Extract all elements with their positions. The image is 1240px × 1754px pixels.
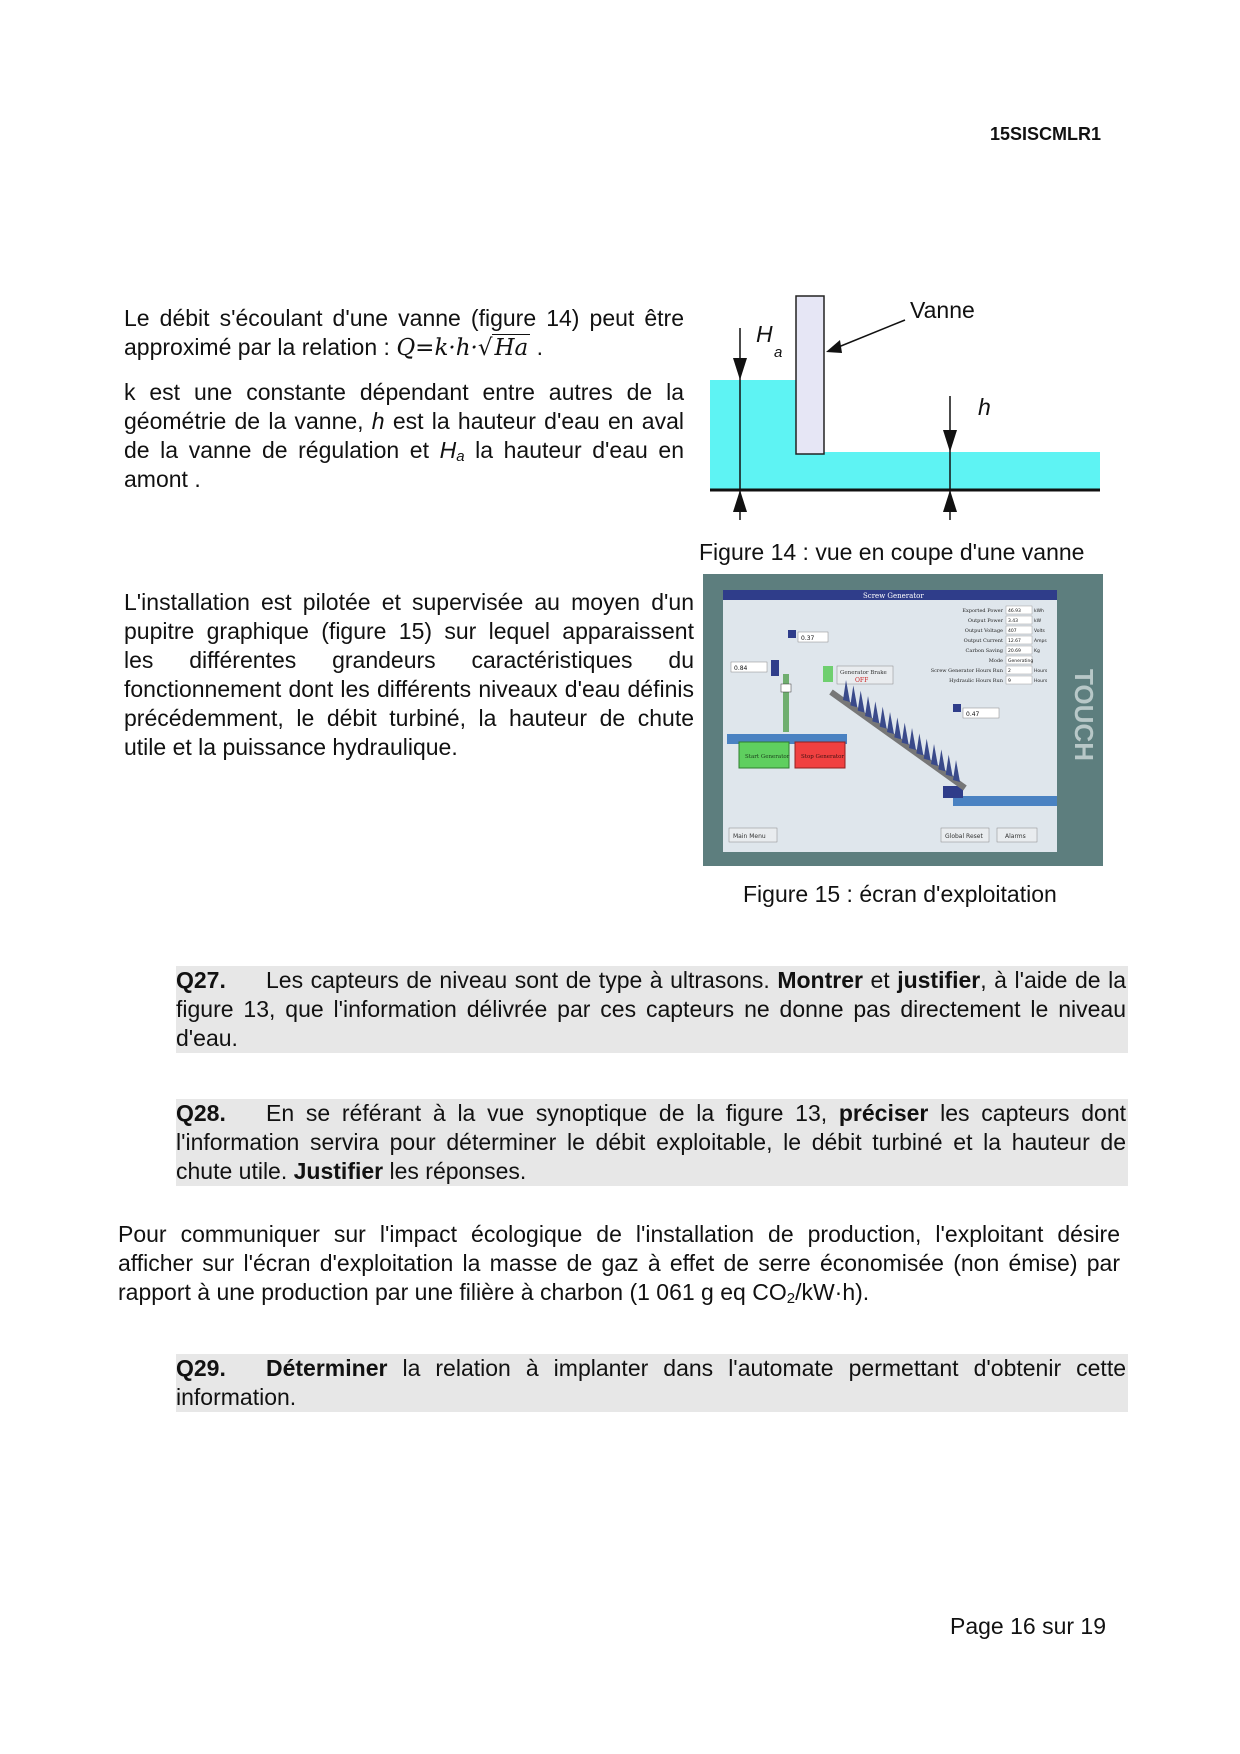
figure-14-gate-diagram	[700, 290, 1120, 540]
def-text-b: est la hauteur d'eau en aval de la vanne de régulation et	[124, 408, 684, 463]
param-unit: Volts	[1034, 629, 1045, 634]
vanne-label: Vanne	[910, 297, 975, 323]
def-Ha-sub: a	[456, 448, 465, 465]
q28-text-a: En se référant à la vue synoptique de la figure 13,	[266, 1100, 839, 1126]
flow-relation-paragraph	[124, 304, 684, 363]
q27-text-a: Les capteurs de niveau sont de type à ultrasons.	[266, 967, 778, 993]
param-label: Screw Generator Hours Run	[930, 668, 1003, 674]
bezel-side-text: TOUCH	[1069, 669, 1099, 761]
figure-15-operator-screen	[703, 574, 1103, 866]
gate	[796, 296, 824, 454]
q28-text-c: les réponses.	[383, 1158, 527, 1184]
param-unit: kW	[1034, 619, 1042, 624]
h-indicator-right	[953, 704, 961, 712]
vanne-leader-line	[836, 320, 905, 348]
brake-indicator	[823, 666, 833, 682]
param-value: 46.93	[1008, 609, 1021, 614]
formula-radicand: Ha	[494, 335, 529, 361]
question-number: Q29.	[176, 1355, 226, 1381]
param-value: 9	[1008, 679, 1011, 684]
h-label: h	[978, 394, 991, 420]
h-indicator-top	[788, 630, 796, 638]
start-generator-label: Start Generator	[745, 754, 790, 760]
param-value: 2	[1008, 669, 1011, 674]
param-label: Output Current	[963, 638, 1003, 644]
q28-text-b: les capteurs dont l'information servira pour déterminer le débit exploitable, le débit turbiné et la hauteur de chute utile.	[176, 1100, 1126, 1184]
param-label: Exported Power	[962, 608, 1003, 614]
figure-14-caption: Figure 14 : vue en coupe d'une vanne	[699, 539, 1085, 565]
q27-text-c: , à l'aide de la figure 13, que l'information délivrée par ces capteurs ne donne pas directement le niveau d'eau.	[176, 967, 1126, 1051]
brake-label: Generator Brake	[840, 670, 887, 676]
param-unit: kWh	[1034, 609, 1044, 614]
param-label: Carbon Saving	[965, 648, 1003, 654]
q28-verb-justifier: Justifier	[293, 1158, 384, 1184]
flow-formula: Q=k·h·√Ha	[396, 335, 529, 361]
param-label: Output Power	[967, 618, 1003, 624]
formula-lhs: Q=k·h·	[396, 335, 478, 361]
Ha-arrow-bottom	[733, 490, 747, 512]
h-arrow-bottom	[943, 490, 957, 512]
figure-15-caption: Figure 15 : écran d'exploitation	[743, 881, 1057, 907]
co2-subscript: 2	[786, 1290, 796, 1307]
ghg-text-a: Pour communiquer sur l'impact écologique de l'installation de production, l'exploitant désire afficher sur l'écran d'exploitation la masse de gaz à effet de serre économisée (non émise) par rapport à une production par une filière à charbon (1 061 g eq CO	[118, 1221, 1120, 1305]
question-number: Q28.	[176, 1100, 226, 1126]
q27-verb-justifier: justifier	[897, 967, 981, 993]
level-value-right: 0.47	[966, 711, 980, 718]
q27-text-b: et	[862, 967, 898, 993]
ghg-paragraph	[118, 1220, 1120, 1307]
param-value: 20.69	[1008, 649, 1021, 654]
def-text-a: k est une constante dépendant entre autres de la géométrie de la vanne,	[124, 379, 684, 434]
param-value: 3.43	[1008, 619, 1019, 624]
h-indicator-left	[771, 660, 779, 676]
param-label: Output Voltage	[964, 628, 1003, 634]
formula-end: .	[530, 334, 544, 360]
constant-definition-paragraph	[124, 378, 684, 494]
question-q28	[176, 1099, 1128, 1186]
param-unit: Kg	[1034, 649, 1040, 654]
q27-verb-montrer: Montrer	[777, 967, 863, 993]
def-h: h	[371, 408, 385, 434]
page-number: Page 16 sur 19	[950, 1613, 1107, 1639]
main-menu-label: Main Menu	[733, 833, 766, 840]
Ha-arrow-top	[733, 358, 747, 380]
level-sensor-post	[783, 674, 789, 732]
param-value: Generating	[1008, 659, 1034, 664]
def-Ha: H	[439, 437, 457, 463]
downstream-level-bar	[953, 796, 1057, 806]
downstream-water	[810, 452, 1100, 490]
param-value: 407	[1008, 629, 1017, 634]
document-code: 15SISCMLR1	[990, 124, 1102, 144]
Ha-label-sub: a	[774, 344, 783, 361]
ghg-text-b: /kW·h).	[795, 1279, 870, 1305]
level-sensor-head	[781, 684, 791, 692]
Ha-label: H	[756, 321, 773, 347]
param-label: Mode	[988, 658, 1003, 664]
global-reset-label: Global Reset	[945, 833, 983, 840]
level-value-top: 0.37	[801, 635, 815, 642]
alarms-label: Alarms	[1005, 833, 1026, 840]
relation-text: Le débit s'écoulant d'une vanne (figure 14) peut être approximé par la relation :	[124, 305, 684, 360]
question-number: Q27.	[176, 967, 226, 993]
q29-text-b: la relation à implanter dans l'automate permettant d'obtenir cette information.	[176, 1355, 1126, 1410]
question-q27	[176, 966, 1128, 1053]
level-value-left: 0.84	[734, 665, 748, 672]
h-arrow-top	[943, 430, 957, 452]
def-text-c: la hauteur d'eau en amont .	[124, 437, 684, 492]
vanne-leader-arrow	[826, 340, 842, 353]
param-unit: Hours	[1034, 679, 1048, 684]
param-value: 12.67	[1008, 639, 1021, 644]
param-unit: Amps	[1034, 639, 1047, 644]
brake-state: OFF	[855, 677, 869, 684]
supervision-paragraph: L'installation est pilotée et supervisée au moyen d'un pupitre graphique (figure 15) sur lequel apparaissent les différentes grandeurs caractéristiques du fonctionnement dont les différents niveaux d'eau définis précédemment, le débit turbiné, la hauteur de chute utile et la puissance hydraulique.	[124, 589, 694, 760]
param-unit: Hours	[1034, 669, 1048, 674]
param-label: Hydraulic Hours Run	[949, 678, 1003, 684]
q29-verb-determiner: Déterminer	[266, 1355, 388, 1381]
q28-verb-preciser: préciser	[838, 1100, 929, 1126]
stop-generator-label: Stop Generator	[801, 754, 845, 760]
screen-title: Screw Generator	[863, 592, 924, 600]
question-q29	[176, 1354, 1128, 1412]
